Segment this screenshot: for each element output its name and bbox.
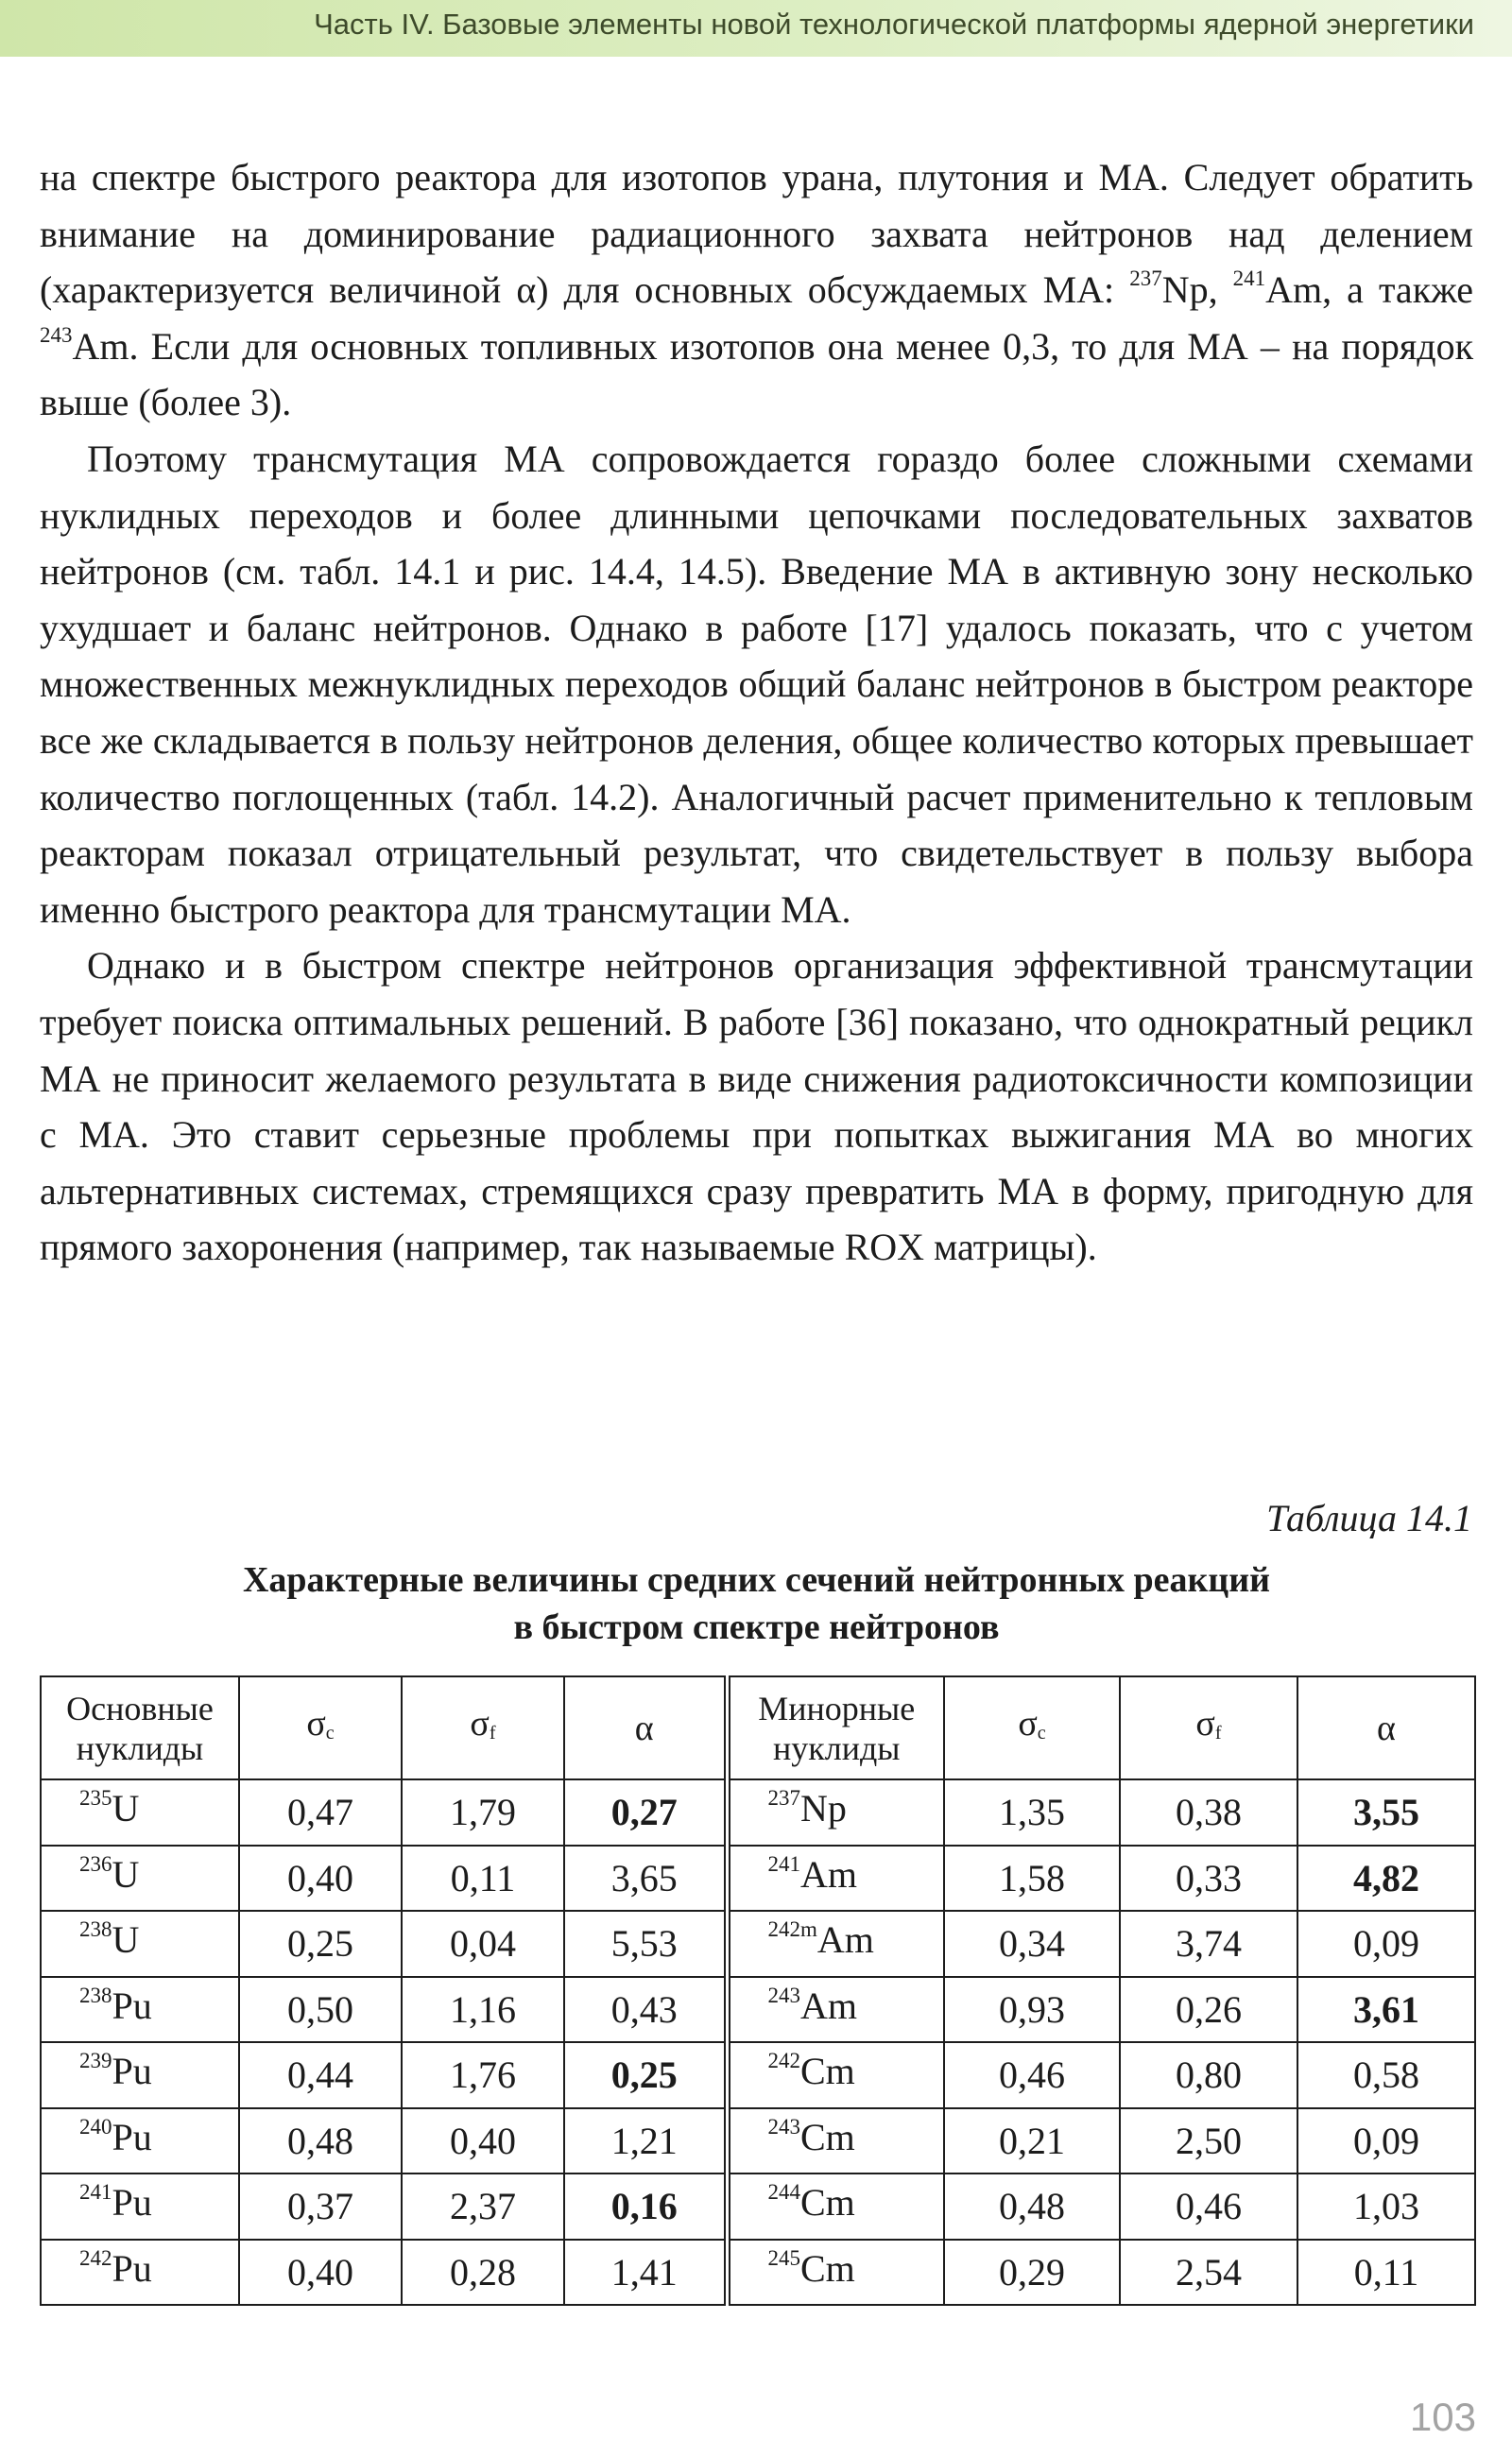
alpha-cell: 0,11 — [1297, 2240, 1475, 2306]
sigma-f-cell: 2,37 — [402, 2174, 564, 2240]
p1-rest: . Если для основных топливных изотопов она менее 0,3, то для МА – на порядок выше (более 3). — [40, 324, 1473, 424]
minor-nuclide-cell — [727, 1779, 944, 1846]
nuclide-element: Pu — [112, 2246, 152, 2290]
sigma-c-cell: 0,50 — [239, 1977, 402, 2043]
main-nuclide-cell — [41, 1977, 239, 2043]
alpha-cell: 1,41 — [564, 2240, 727, 2306]
sigma-f-cell: 3,74 — [1120, 1911, 1297, 1977]
minor-nuclide-cell — [727, 2108, 944, 2174]
nuclide-mass: 236 — [79, 1851, 112, 1876]
main-nuclide-cell — [41, 2108, 239, 2174]
alpha-cell: 0,25 — [564, 2042, 727, 2108]
sigma-f-cell: 0,33 — [1120, 1846, 1297, 1912]
table-label: Таблица 14.1 — [1266, 1497, 1472, 1539]
sigma-c-cell: 0,93 — [944, 1977, 1120, 2043]
sigma-c-cell: 0,48 — [239, 2108, 402, 2174]
minor-nuclide-cell — [727, 2174, 944, 2240]
sigma-symbol: σ — [1195, 1703, 1215, 1744]
sigma-c-cell: 1,35 — [944, 1779, 1120, 1846]
cross-section-table — [40, 1675, 1476, 2306]
p1-intro: на спектре быстрого реактора для изотопов урана, плутония и МА. Следует обратить внимание на доминирование радиационного захвата нейтронов над делением (характеризуется величиной α) для основных обсуждаемых МА: — [40, 156, 1473, 312]
nuclide-mass: 241 — [79, 2180, 112, 2204]
header-alpha — [1297, 1676, 1475, 1779]
alpha-cell: 0,27 — [564, 1779, 727, 1846]
table-row — [41, 2108, 1475, 2174]
alpha-symbol: α — [634, 1708, 654, 1748]
sigma-f-cell: 0,28 — [402, 2240, 564, 2306]
minor-nuclide-cell — [727, 2042, 944, 2108]
sigma-c-cell: 0,47 — [239, 1779, 402, 1846]
main-nuclide-cell — [41, 1911, 239, 1977]
alpha-cell: 1,21 — [564, 2108, 727, 2174]
sigma-f-cell: 1,79 — [402, 1779, 564, 1846]
sigma-symbol: σ — [1018, 1703, 1038, 1744]
table-row — [41, 1911, 1475, 1977]
alpha-cell: 4,82 — [1297, 1846, 1475, 1912]
nuclide-mass: 244 — [767, 2180, 800, 2204]
nuclide-mass: 243 — [767, 2114, 800, 2139]
sigma-c-cell: 0,44 — [239, 2042, 402, 2108]
nuclide-mass: 239 — [79, 2049, 112, 2072]
nuclide-mass: 243 — [767, 1983, 800, 2007]
alpha-cell: 3,61 — [1297, 1977, 1475, 2043]
sigma-c-cell: 0,21 — [944, 2108, 1120, 2174]
sigma-c-cell: 1,58 — [944, 1846, 1120, 1912]
nuclide-mass: 242 — [79, 2245, 112, 2270]
page-header — [0, 0, 1512, 57]
header-sigma-c — [239, 1676, 402, 1779]
sigma-f-cell: 0,04 — [402, 1911, 564, 1977]
sigma-f-cell: 1,16 — [402, 1977, 564, 2043]
sigma-f-cell: 0,40 — [402, 2108, 564, 2174]
alpha-cell: 0,43 — [564, 1977, 727, 2043]
alpha-cell: 0,09 — [1297, 2108, 1475, 2174]
header-title: Часть IV. Базовые элементы новой технологической платформы ядерной энергетики — [314, 8, 1474, 41]
nuclide-element: U — [112, 1852, 140, 1896]
table-row — [41, 1977, 1475, 2043]
nuclide-element: Pu — [112, 2181, 152, 2224]
body-text — [40, 149, 1473, 1276]
nuclide-mass: 241 — [767, 1851, 800, 1876]
nuclide-mass: 235 — [79, 1786, 112, 1810]
nuclide-element: Am — [800, 1852, 857, 1896]
table-row — [41, 2042, 1475, 2108]
nuclide-element: Cm — [800, 2050, 855, 2092]
paragraph-1 — [40, 149, 1473, 431]
alpha-cell: 5,53 — [564, 1911, 727, 1977]
nuclide-element: Np — [800, 1787, 847, 1830]
main-nuclide-cell — [41, 2042, 239, 2108]
minor-nuclide-cell — [727, 2240, 944, 2306]
page-number: 103 — [1409, 2395, 1476, 2439]
main-nuclide-cell — [41, 2240, 239, 2306]
table-title-line-1: Характерные величины средних сечений нейтронных реакций — [242, 1560, 1271, 1600]
subscript-f: f — [1214, 1722, 1222, 1744]
table-row — [41, 1779, 1475, 1846]
sigma-f-cell: 2,50 — [1120, 2108, 1297, 2174]
main-nuclide-cell — [41, 1779, 239, 1846]
nuclide-element: U — [112, 1787, 140, 1830]
minor-nuclide-cell — [727, 1846, 944, 1912]
table-header-row — [41, 1676, 1475, 1779]
sigma-c-cell: 0,37 — [239, 2174, 402, 2240]
sigma-f-cell: 0,80 — [1120, 2042, 1297, 2108]
table-row — [41, 2174, 1475, 2240]
header-sigma-f — [402, 1676, 564, 1779]
nuclide-element: Pu — [112, 2050, 152, 2092]
sigma-f-cell: 0,46 — [1120, 2174, 1297, 2240]
header-minor-nuclides: Минорные нуклиды — [727, 1676, 944, 1779]
header-sigma-c — [944, 1676, 1120, 1779]
sigma-f-cell: 0,26 — [1120, 1977, 1297, 2043]
nuclide-element: Am — [816, 1918, 874, 1961]
alpha-cell: 1,03 — [1297, 2174, 1475, 2240]
p1-sep: , — [1208, 268, 1233, 312]
main-nuclide-cell — [41, 1846, 239, 1912]
nuclide-mass: 242 — [767, 2049, 800, 2072]
nuclide-mass: 240 — [79, 2114, 112, 2139]
main-nuclide-cell — [41, 2174, 239, 2240]
alpha-cell: 3,55 — [1297, 1779, 1475, 1846]
isotope-element: Am — [72, 324, 129, 368]
paragraph-2: Поэтому трансмутация МА сопровождается гораздо более сложными схемами нуклидных переходов и более длинными цепочками последовательных захватов нейтронов (см. табл. 14.1 и рис. 14.4, 14.5). Введение МА в активную зону несколько ухудшает и баланс нейтронов. Однако в работе [17] удалось показать, что с учетом множественных межнуклидных переходов общий баланс нейтронов в быстром реакторе все же складывается в пользу нейтронов деления, общее количество которых превышает количество поглощенных (табл. 14.2). Аналогичный расчет применительно к тепловым реакторам показал отрицательный результат, что свидетельствует в пользу выбора именно быстрого реактора для трансмутации МА. — [40, 437, 1473, 931]
nuclide-element: Pu — [112, 2115, 152, 2158]
alpha-cell: 0,58 — [1297, 2042, 1475, 2108]
sigma-symbol: σ — [470, 1703, 490, 1744]
sigma-c-cell: 0,48 — [944, 2174, 1120, 2240]
header-alpha — [564, 1676, 727, 1779]
isotope-mass: 237 — [1129, 266, 1162, 291]
sigma-f-cell: 0,38 — [1120, 1779, 1297, 1846]
nuclide-element: Am — [800, 1984, 857, 2027]
nuclide-element: U — [112, 1918, 140, 1961]
sigma-f-cell: 2,54 — [1120, 2240, 1297, 2306]
p1-sep: , а также — [1322, 268, 1473, 312]
header-main-nuclides: Основные нуклиды — [41, 1676, 239, 1779]
nuclide-mass: 238 — [79, 1983, 112, 2007]
sigma-c-cell: 0,25 — [239, 1911, 402, 1977]
minor-nuclide-cell — [727, 1977, 944, 2043]
sigma-c-cell: 0,40 — [239, 1846, 402, 1912]
nuclide-mass: 238 — [79, 1917, 112, 1941]
nuclide-mass: 242m — [767, 1917, 817, 1941]
nuclide-element: Cm — [800, 2181, 855, 2224]
subscript-c: c — [325, 1722, 335, 1744]
sigma-c-cell: 0,46 — [944, 2042, 1120, 2108]
nuclide-element: Cm — [800, 2115, 855, 2158]
header-sigma-f — [1120, 1676, 1297, 1779]
paragraph-3: Однако и в быстром спектре нейтронов организация эффективной трансмутации требует поиска оптимальных решений. В работе [36] показано, что однократный рецикл МА не приносит желаемого результата в виде снижения радиотоксичности композиции с МА. Это ставит серьезные проблемы при попытках выжигания МА во многих альтернативных системах, стремящихся сразу превратить МА в форму, пригодную для прямого захоронения (например, так называемые ROX матрицы). — [40, 944, 1473, 1269]
sigma-c-cell: 0,40 — [239, 2240, 402, 2306]
isotope-element: Np — [1161, 268, 1209, 312]
sigma-f-cell: 1,76 — [402, 2042, 564, 2108]
minor-nuclide-cell — [727, 1911, 944, 1977]
isotope-mass: 243 — [40, 322, 73, 347]
nuclide-element: Pu — [112, 1984, 152, 2027]
table-title — [40, 1556, 1473, 1651]
nuclide-element: Cm — [800, 2246, 855, 2290]
sigma-f-cell: 0,11 — [402, 1846, 564, 1912]
sigma-c-cell: 0,29 — [944, 2240, 1120, 2306]
alpha-symbol: α — [1377, 1708, 1396, 1748]
nuclide-mass: 245 — [767, 2245, 800, 2270]
isotope-element: Am — [1265, 268, 1323, 312]
alpha-cell: 0,16 — [564, 2174, 727, 2240]
table-row — [41, 2240, 1475, 2306]
isotope-mass: 241 — [1232, 266, 1266, 291]
table-row — [41, 1846, 1475, 1912]
subscript-c: c — [1037, 1722, 1046, 1744]
sigma-c-cell: 0,34 — [944, 1911, 1120, 1977]
table-title-line-2: в быстром спектре нейтронов — [513, 1607, 1000, 1647]
subscript-f: f — [489, 1722, 496, 1744]
alpha-cell: 0,09 — [1297, 1911, 1475, 1977]
sigma-symbol: σ — [306, 1703, 326, 1744]
nuclide-mass: 237 — [767, 1786, 800, 1810]
alpha-cell: 3,65 — [564, 1846, 727, 1912]
